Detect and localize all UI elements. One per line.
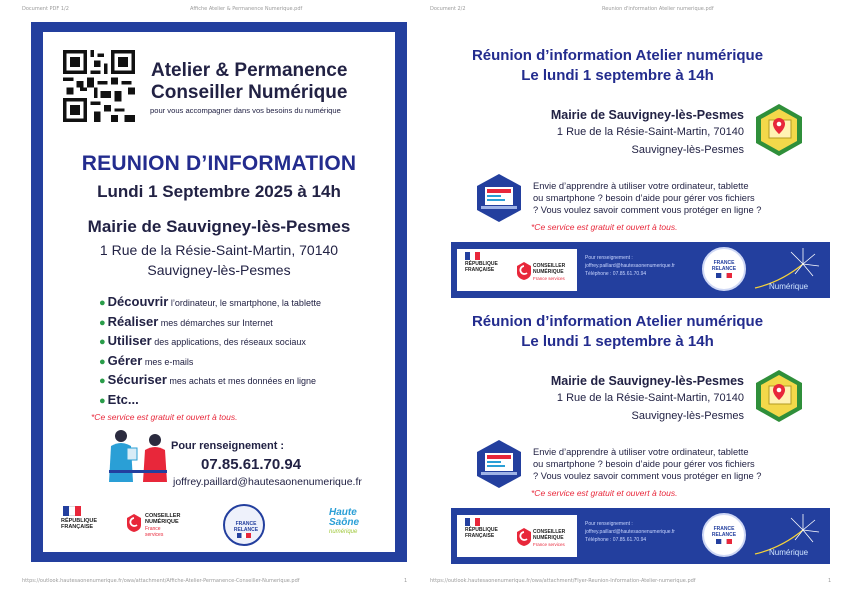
flyer-desc-line: ou smartphone ? besoin d’aide pour gérer vos fichiers bbox=[533, 459, 755, 469]
banner-info-line: Pour renseignement : bbox=[585, 521, 633, 527]
poster-title-line1: Atelier & Permanence bbox=[151, 60, 348, 81]
activity-item bbox=[99, 333, 321, 353]
flyer-description bbox=[533, 446, 823, 482]
banner-logo-box bbox=[457, 515, 577, 557]
flyer-city: Sauvigney-lès-Pesmes bbox=[631, 410, 744, 422]
flyer-title-line1: Réunion d’information Atelier numérique bbox=[471, 47, 764, 64]
banner-info bbox=[585, 520, 675, 544]
partner-logos bbox=[55, 502, 385, 548]
poster-venue: Mairie de Sauvigney-lès-Pesmes bbox=[87, 217, 351, 236]
bullet-icon: ● bbox=[99, 355, 106, 368]
flyer-city: Sauvigney-lès-Pesmes bbox=[631, 144, 744, 156]
marianne-icon bbox=[465, 518, 480, 526]
left-page-footer-number: 1 bbox=[404, 578, 408, 584]
flyer-desc-line: Envie d’apprendre à utiliser votre ordinateur, tablette bbox=[533, 181, 749, 191]
poster-free-note: *Ce service est gratuit et ouvert à tous. bbox=[91, 412, 238, 422]
activity-item bbox=[99, 314, 321, 334]
banner-info-line[interactable]: joffrey.paillard@hautesaonenumerique.fr bbox=[585, 263, 675, 269]
flyer-desc-line: ? Vous voulez savoir comment vous protéger en ligne ? bbox=[533, 471, 762, 481]
flyer-card bbox=[445, 310, 830, 565]
banner-numerique-text: Numérique bbox=[769, 282, 809, 291]
left-page-header-title: Affiche Atelier & Permanence Numerique.pdf bbox=[190, 6, 303, 12]
banner-republique-text: RÉPUBLIQUE FRANÇAISE bbox=[465, 527, 498, 539]
banner-info-line[interactable]: Téléphone : 07.85.61.70.94 bbox=[585, 271, 647, 277]
logo-cn-text: CONSEILLER NUMÉRIQUE bbox=[145, 513, 181, 525]
flyer-address: 1 Rue de la Résie-Saint-Martin, 70140 bbox=[556, 126, 744, 138]
activity-verb: Gérer bbox=[107, 352, 143, 368]
activity-item bbox=[99, 392, 321, 412]
map-location-icon bbox=[755, 104, 803, 156]
activity-text: mes achats et mes données en ligne bbox=[166, 376, 317, 386]
poster bbox=[31, 22, 407, 562]
contact-label: Pour renseignement : bbox=[171, 440, 285, 452]
activity-item bbox=[99, 353, 321, 373]
cn-shield-icon bbox=[127, 514, 141, 532]
bullet-icon: ● bbox=[99, 297, 106, 309]
bullet-icon: ● bbox=[99, 336, 106, 348]
banner-logo-box bbox=[457, 249, 577, 291]
logo-cn-subtext: France services bbox=[145, 526, 164, 538]
france-relance-seal-icon bbox=[701, 512, 747, 558]
bullet-icon: ● bbox=[99, 394, 106, 407]
banner-cn-text: CONSEILLER NUMÉRIQUE bbox=[533, 529, 566, 541]
flyer-title-line2: Le lundi 1 septembre à 14h bbox=[521, 333, 714, 350]
activity-text: l’ordinateur, le smartphone, la tablette bbox=[168, 298, 321, 308]
left-page-header-index: Document PDF 1/2 bbox=[22, 6, 69, 12]
banner-cn-subtext: France services bbox=[533, 276, 565, 281]
banner-republique-text: RÉPUBLIQUE FRANÇAISE bbox=[465, 261, 498, 273]
cn-shield-icon bbox=[517, 262, 531, 280]
poster-city: Sauvigney-lès-Pesmes bbox=[147, 262, 291, 278]
activity-verb: Réaliser bbox=[107, 313, 159, 329]
france-relance-seal-icon bbox=[223, 504, 265, 546]
flyer-desc-line: ? Vous voulez savoir comment vous protéger en ligne ? bbox=[533, 205, 762, 215]
right-page-header-index: Document 2/2 bbox=[430, 6, 466, 12]
marianne-icon bbox=[63, 506, 81, 516]
flyer-banner bbox=[451, 242, 830, 298]
activity-verb: Sécuriser bbox=[107, 372, 167, 387]
banner-info-line: Pour renseignement : bbox=[585, 255, 633, 261]
poster-tagline: pour vous accompagner dans vos besoins du numérique bbox=[150, 106, 341, 115]
activity-item bbox=[99, 372, 321, 392]
banner-info-line[interactable]: Téléphone : 07.85.61.70.94 bbox=[585, 537, 647, 543]
right-page-footer-number: 1 bbox=[828, 578, 832, 584]
flyer-free-note: *Ce service est gratuit et ouvert à tous. bbox=[531, 222, 678, 232]
flyer-free-note: *Ce service est gratuit et ouvert à tous. bbox=[531, 488, 678, 498]
poster-title-line2: Conseiller Numérique bbox=[151, 82, 348, 103]
computer-icon bbox=[475, 174, 523, 222]
flyer-venue: Mairie de Sauvigney-lès-Pesmes bbox=[550, 374, 744, 388]
activity-verb: Découvrir bbox=[107, 294, 169, 309]
banner-info-line[interactable]: joffrey.paillard@hautesaonenumerique.fr bbox=[585, 529, 675, 535]
activity-item bbox=[99, 294, 321, 314]
banner-seal-text: FRANCE RELANCE bbox=[711, 526, 737, 538]
bullet-icon: ● bbox=[99, 375, 106, 387]
activity-text: des applications, des réseaux sociaux bbox=[151, 337, 306, 347]
france-relance-seal-icon bbox=[701, 246, 747, 292]
marianne-icon bbox=[465, 252, 480, 260]
poster-inner bbox=[43, 32, 395, 552]
activity-verb: Etc... bbox=[107, 391, 139, 407]
contact-email[interactable]: joffrey.paillard@hautesaonenumerique.fr bbox=[173, 476, 362, 488]
banner-numerique-text: Numérique bbox=[769, 548, 809, 557]
flyer-desc-line: ou smartphone ? besoin d’aide pour gérer vos fichiers bbox=[533, 193, 755, 203]
flyer-description bbox=[533, 180, 823, 216]
activity-text: mes e-mails bbox=[142, 356, 194, 367]
right-page-footer-url[interactable]: https://outlook.hautesaonenumerique.fr/owa/attachment/Flyer-Reunion-Information-Atelier-numerique.pdf bbox=[430, 578, 696, 584]
activity-verb: Utiliser bbox=[107, 333, 152, 348]
logo-republique-text: RÉPUBLIQUE FRANÇAISE bbox=[61, 518, 98, 530]
flyer-address: 1 Rue de la Résie-Saint-Martin, 70140 bbox=[556, 392, 744, 404]
flyer-banner bbox=[451, 508, 830, 564]
computer-icon bbox=[475, 440, 523, 488]
france-relance-text: FRANCE RELANCE bbox=[233, 521, 259, 533]
contact-phone[interactable]: 07.85.61.70.94 bbox=[201, 456, 302, 473]
right-page-header-title: Reunion d'information Atelier numerique.pdf bbox=[602, 6, 714, 12]
left-page-footer-url[interactable]: https://outlook.hautesaonenumerique.fr/owa/attachment/Affiche-Atelier-Permanence-Conseiller-Numerique.pdf bbox=[22, 578, 300, 584]
activity-text: mes démarches sur Internet bbox=[158, 317, 273, 328]
qr-code-icon[interactable] bbox=[63, 50, 135, 122]
map-location-icon bbox=[755, 370, 803, 422]
poster-heading: REUNION D’INFORMATION bbox=[81, 152, 357, 175]
logo-haute-saone-text: Haute Saône bbox=[329, 507, 360, 528]
bullet-icon: ● bbox=[99, 316, 106, 329]
banner-seal-text: FRANCE RELANCE bbox=[711, 260, 737, 272]
logo-haute-saone-subtext: numérique bbox=[329, 529, 358, 535]
people-illustration-icon bbox=[83, 424, 173, 484]
flyer-card bbox=[445, 44, 830, 299]
cn-shield-icon bbox=[517, 528, 531, 546]
poster-address: 1 Rue de la Résie-Saint-Martin, 70140 bbox=[99, 242, 339, 258]
activities-list bbox=[99, 294, 321, 411]
flyer-title-line2: Le lundi 1 septembre à 14h bbox=[521, 67, 714, 84]
banner-cn-text: CONSEILLER NUMÉRIQUE bbox=[533, 263, 566, 275]
flyer-desc-line: Envie d’apprendre à utiliser votre ordinateur, tablette bbox=[533, 447, 749, 457]
poster-date: Lundi 1 Septembre 2025 à 14h bbox=[97, 182, 341, 201]
banner-info bbox=[585, 254, 675, 278]
flyer-venue: Mairie de Sauvigney-lès-Pesmes bbox=[550, 108, 744, 122]
flyer-title-line1: Réunion d’information Atelier numérique bbox=[471, 313, 764, 330]
banner-cn-subtext: France services bbox=[533, 542, 565, 547]
